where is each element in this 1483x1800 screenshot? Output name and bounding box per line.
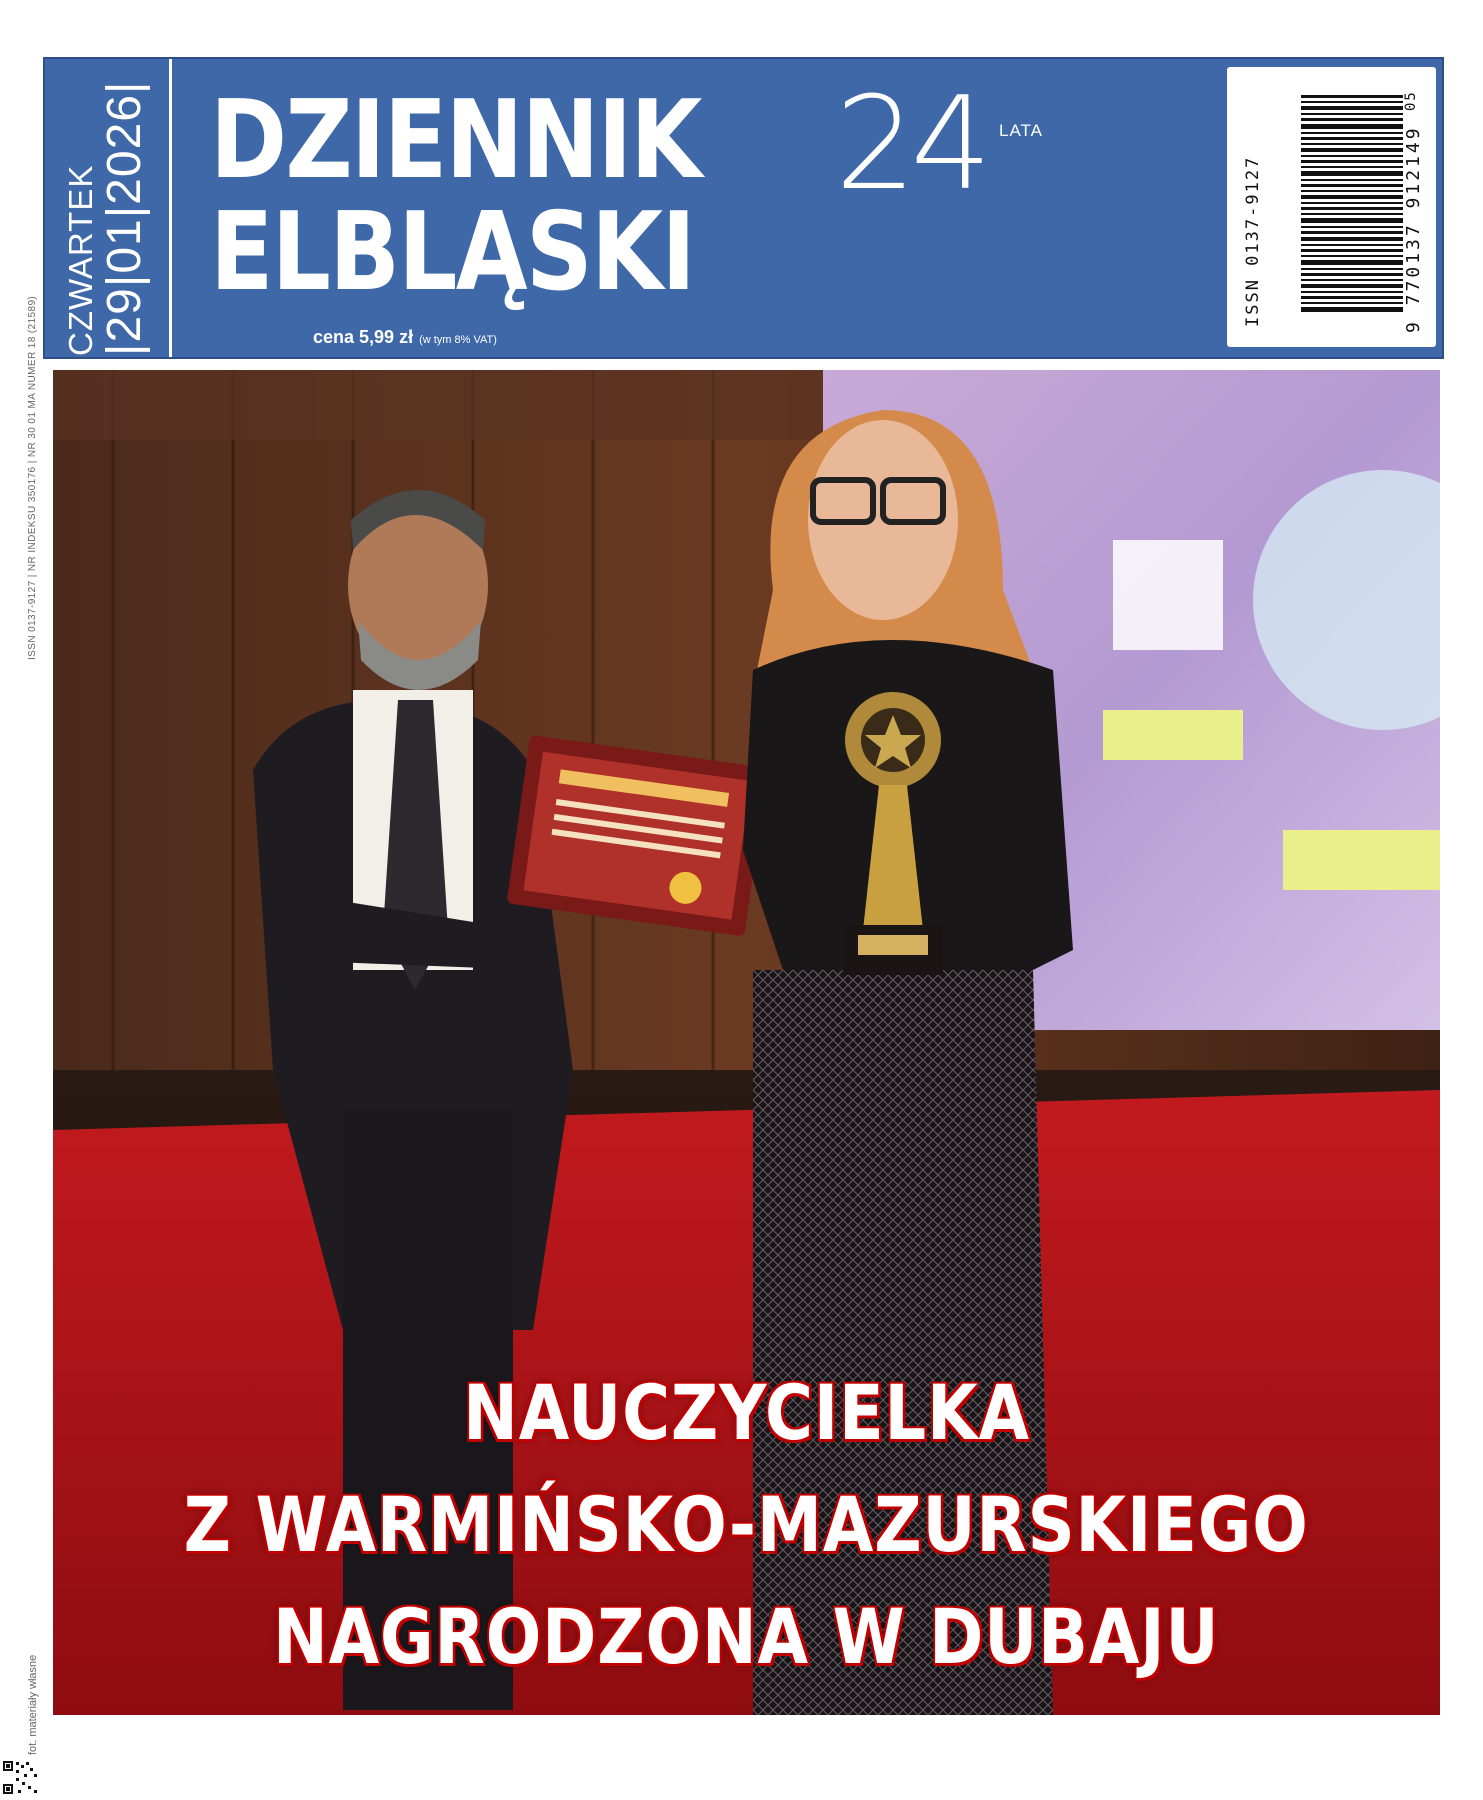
qr-code-icon	[2, 1760, 40, 1796]
masthead	[43, 57, 1444, 359]
barcode-bars	[1301, 95, 1403, 315]
headline-line-2: Z WARMIŃSKO-MAZURSKIEGO	[183, 1480, 1310, 1569]
barcode-supplement: 05	[1403, 90, 1419, 111]
price-line	[313, 327, 497, 348]
price: cena 5,99 zł	[313, 327, 414, 347]
headline-line-1: NAUCZYCIELKA	[463, 1368, 1030, 1457]
title-line-1: DZIENNIK	[210, 78, 701, 203]
issue-day: CZWARTEK	[62, 164, 99, 356]
issue-date: |29|01|2026|	[98, 80, 151, 356]
certificate-plaque	[507, 735, 768, 937]
barcode-digits: 9 770137 912149	[1403, 125, 1424, 333]
anniversary-label: LATA	[999, 121, 1043, 140]
issue-date-block	[63, 60, 151, 356]
anniversary-number: 24	[835, 70, 986, 219]
imprint-text: ISSN 0137-9127 | NR INDEKSU 350176 | NR 30 01 MA NUMER 18 (21589)	[27, 295, 38, 660]
photo-credit: fot. materiały własne	[27, 1654, 39, 1755]
barcode-box	[1227, 67, 1436, 347]
headline-line-3: NAGRODZONA W DUBAJU	[273, 1592, 1220, 1681]
cover-photo	[53, 370, 1440, 1715]
date-strip	[45, 59, 172, 357]
price-vat: (w tym 8% VAT)	[419, 334, 497, 346]
barcode-issn: ISSN 0137-9127	[1243, 155, 1263, 327]
title-line-2: ELBLĄSKI	[210, 190, 695, 315]
